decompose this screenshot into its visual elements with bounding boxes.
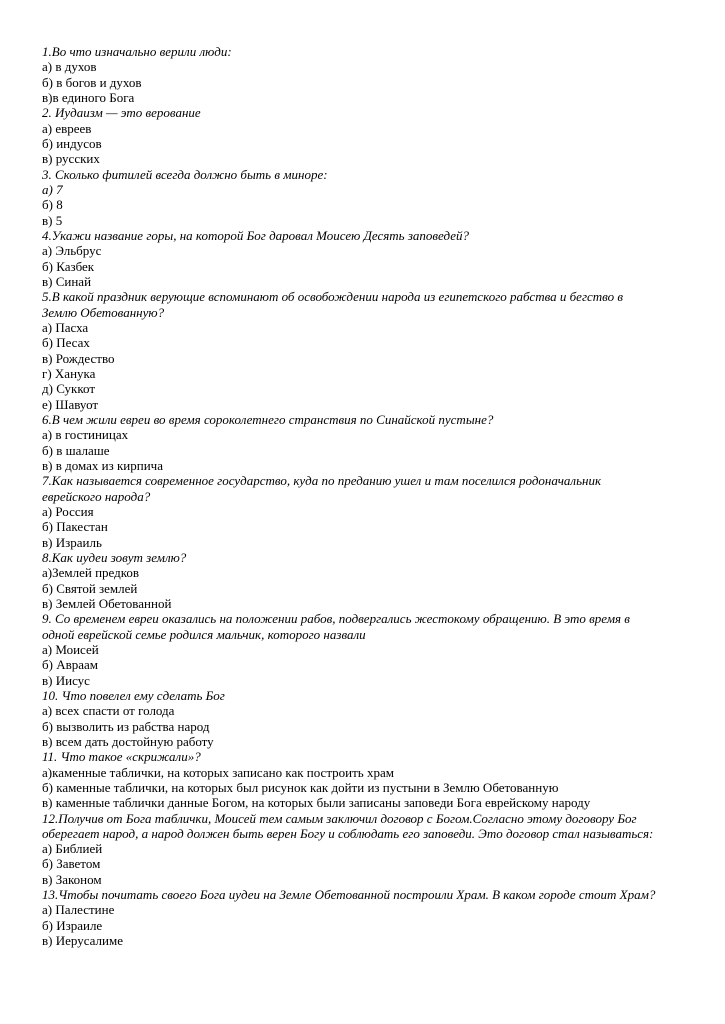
question-12-option: в) Законом [42,871,102,887]
question-5-option: в) Рождество [42,350,115,366]
question-4-option: б) Казбек [42,258,95,274]
question-7-line-2: еврейского народа? [42,488,151,504]
question-7-option: в) Израиль [42,534,102,550]
question-2: 2. Иудаизм — это верование [42,105,201,121]
question-12-line-1: 12.Получив от Бога таблички, Моисей тем самым заключил договор с Богом.Согласно этому договору Бог [42,810,637,826]
question-2-option: б) индусов [42,135,102,151]
question-12-option: а) Библией [42,841,103,857]
question-9-option: б) Авраам [42,657,98,673]
question-5-line-1: 5.В какой праздник верующие вспоминают об освобождении народа из египетского рабства и бегство в [42,289,624,305]
question-2-option: в) русских [42,151,100,167]
question-5-option: а) Пасха [42,319,89,335]
question-6: 6.В чем жили евреи во время сороколетнего странствия по Синайской пустыне? [42,411,494,427]
question-9-line-1: 9. Со временем евреи оказались на положении рабов, подвергались жестокому обращению. В это время в [42,611,630,627]
question-9-option: в) Иисус [42,672,90,688]
question-4-option: а) Эльбрус [42,243,102,259]
question-9-option: а) Моисей [42,641,99,657]
question-11-option: б) каменные таблички, на которых был рисунок как дойти из пустыни в Землю Обетованную [42,779,559,795]
question-4: 4.Укажи название горы, на которой Бог даровал Моисею Десять заповедей? [42,227,469,243]
question-8-option: а)Землей предков [42,565,140,581]
question-11-option: а)каменные таблички, на которых записано как построить храм [42,764,394,780]
question-3-option: а) 7 [42,181,63,197]
question-6-option: в) в домах из кирпича [42,457,163,473]
question-11: 11. Что такое «скрижали»? [42,749,201,765]
question-8-option: в) Землей Обетованной [42,595,172,611]
question-13-option: в) Иерусалиме [42,933,123,949]
question-3: 3. Сколько фитилей всегда должно быть в миноре: [42,166,328,182]
question-6-option: б) в шалаше [42,442,110,458]
question-10-option: а) всех спасти от голода [42,703,175,719]
question-1: 1.Во что изначально верили люди: [42,44,232,59]
question-8: 8.Как иудеи зовут землю? [42,549,187,565]
question-1-option: в)в единого Бога [42,89,135,105]
question-2-option: а) евреев [42,120,92,136]
question-7-option: б) Пакестан [42,519,108,535]
question-3-option: в) 5 [42,212,63,228]
question-7-line-1: 7.Как называется современное государство, куда по преданию ушел и там поселился родоначальник [42,473,602,489]
question-13: 13.Чтобы почитать своего Бога иудеи на Земле Обетованной построили Храм. В каком городе стоит Храм? [42,887,656,903]
question-9-line-2: одной еврейской семье родился мальчик, которого назвали [42,626,366,642]
question-12-option: б) Заветом [42,856,101,872]
question-5-option: б) Песах [42,335,90,351]
question-13-option: а) Палестине [42,902,115,918]
question-5-option: д) Суккот [42,381,96,397]
question-4-option: в) Синай [42,273,92,289]
question-10-option: б) вызволить из рабства народ [42,718,210,734]
question-1-option: б) в богов и духов [42,74,142,90]
question-3-option: б) 8 [42,197,63,213]
question-11-option: в) каменные таблички данные Богом, на которых были записаны заповеди Бога еврейскому народу [42,795,591,811]
question-6-option: а) в гостиницах [42,427,129,443]
question-8-option: б) Святой землей [42,580,138,596]
question-10: 10. Что повелел ему сделать Бог [42,687,225,703]
question-5-option: е) Шавуот [42,396,99,412]
question-13-option: б) Израиле [42,917,103,933]
question-12-line-2: оберегает народ, а народ должен быть верен Богу и соблюдать его заповеди. Это договор стал называться: [42,825,654,841]
question-5-option: г) Ханука [42,365,96,381]
question-1-option: а) в духов [42,59,97,75]
question-7-option: а) Россия [42,503,94,519]
question-10-option: в) всем дать достойную работу [42,733,214,749]
question-5-line-2: Землю Обетованную? [42,304,165,320]
